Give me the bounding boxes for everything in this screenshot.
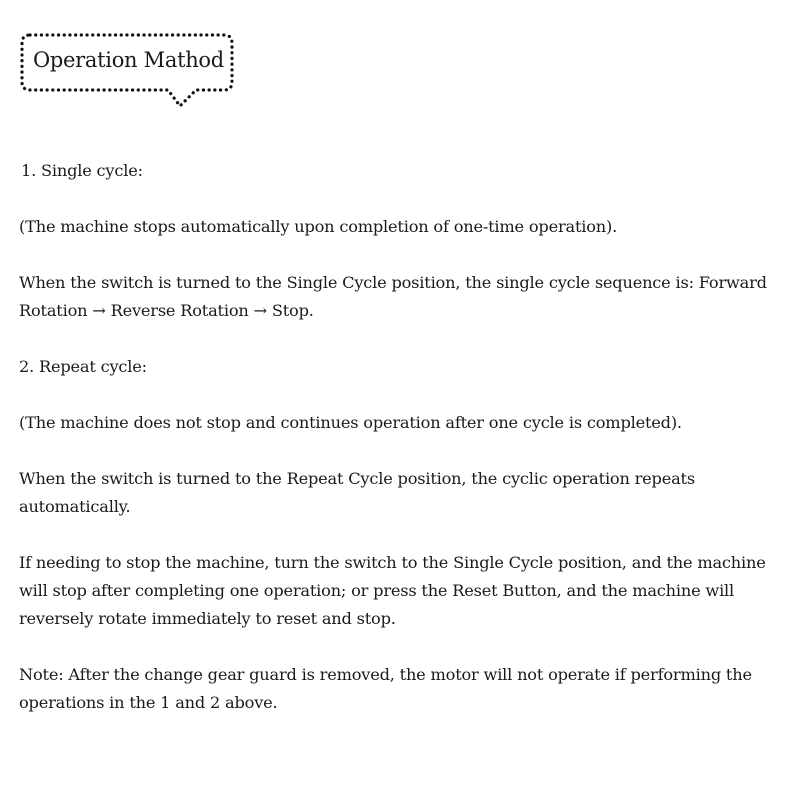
- paragraph-single-cycle-sequence: When the switch is turned to the Single Cycle position, the single cycle sequence is: Forward Rotation → Reverse Rotation → Stop.: [19, 273, 767, 320]
- paragraph-note: Note: After the change gear guard is removed, the motor will not operate if performing the operations in the 1 and 2 above.: [19, 665, 752, 712]
- paragraph-single-cycle-note: (The machine stops automatically upon completion of one-time operation).: [19, 217, 618, 236]
- paragraph-stop-instructions: If needing to stop the machine, turn the switch to the Single Cycle position, and the machine will stop after completing one operation; or press the Reset Button, and the machine will reversely rotate immediately to reset and stop.: [19, 553, 766, 628]
- paragraph-repeat-cycle-description: When the switch is turned to the Repeat Cycle position, the cyclic operation repeats automatically.: [19, 469, 695, 516]
- heading-callout: [18, 32, 236, 112]
- paragraph-repeat-cycle-note: (The machine does not stop and continues operation after one cycle is completed).: [19, 413, 682, 432]
- page-title: Operation Mathod: [33, 48, 224, 72]
- section-heading-single-cycle: 1. Single cycle:: [21, 161, 143, 180]
- section-heading-repeat-cycle: 2. Repeat cycle:: [19, 357, 147, 376]
- instructions-body: [19, 157, 781, 745]
